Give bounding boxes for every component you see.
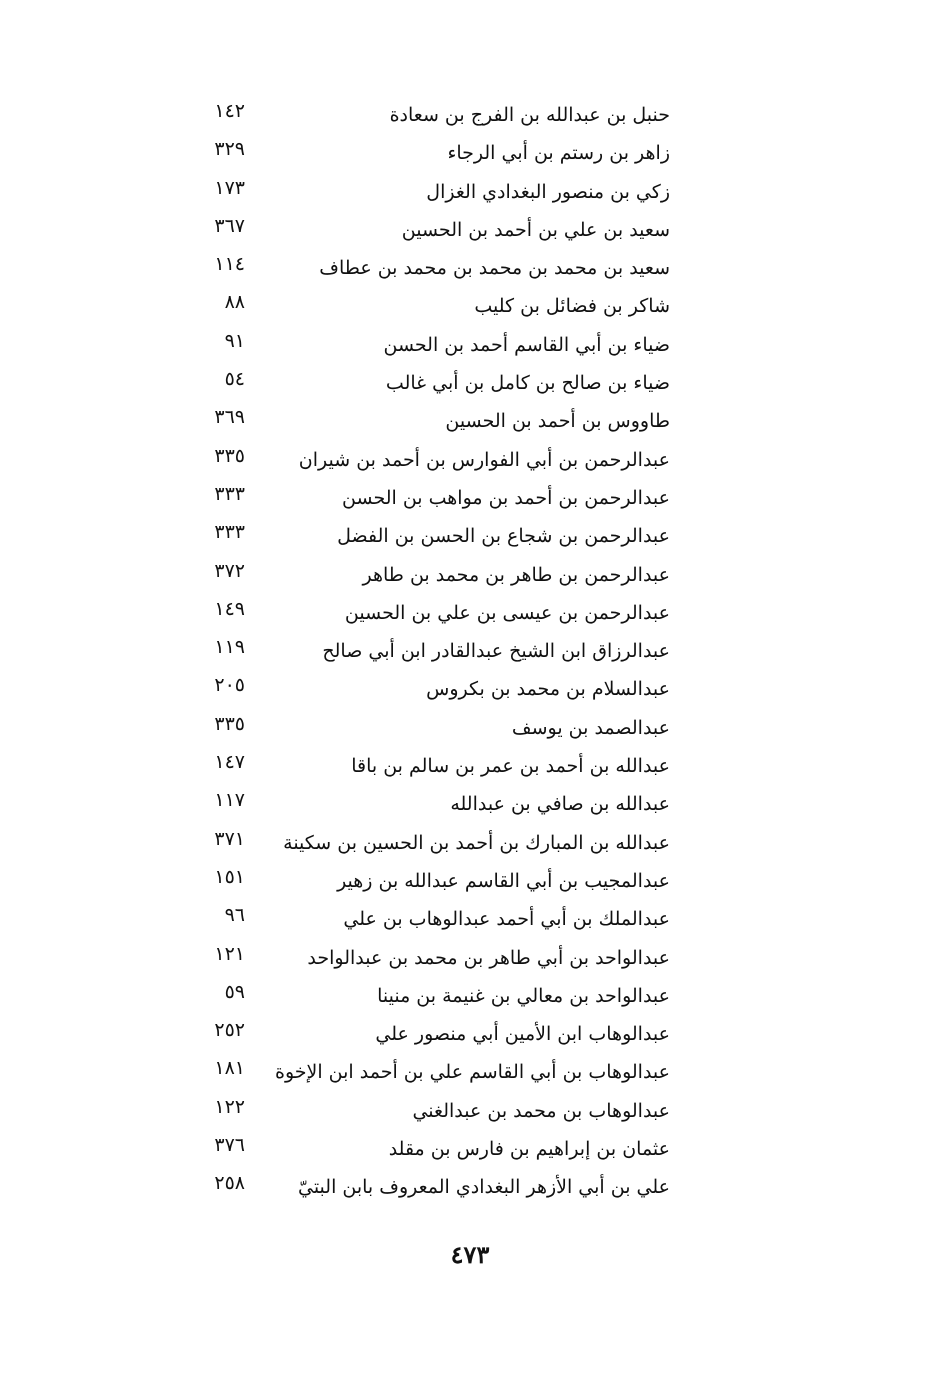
- entry-page-ref: ٣٣٥: [214, 444, 245, 467]
- entry-name: طاووس بن أحمد بن الحسين: [445, 410, 670, 433]
- entry-page-ref: ١٨١: [214, 1057, 245, 1080]
- index-entry: [180, 939, 670, 977]
- index-entry: [180, 824, 670, 862]
- entry-page-ref: ٢٥٢: [214, 1019, 245, 1042]
- index-entry: [180, 441, 670, 479]
- index-entry: [180, 556, 670, 594]
- index-entry: [180, 173, 670, 211]
- entry-name: حنبل بن عبدالله بن الفرج بن سعادة: [389, 104, 670, 126]
- entry-name: عبدالوهاب بن محمد بن عبدالغني: [412, 1099, 670, 1122]
- index-entry: [180, 211, 670, 249]
- index-entry: [180, 632, 670, 670]
- index-entry: [180, 1015, 670, 1053]
- entry-page-ref: ٨٨: [224, 291, 245, 314]
- index-entry: [180, 402, 670, 440]
- index-entry: [180, 977, 670, 1015]
- entry-page-ref: ١١٩: [214, 636, 245, 659]
- index-entry: [180, 479, 670, 517]
- entry-page-ref: ٢٥٨: [214, 1172, 245, 1195]
- entry-name: عثمان بن إبراهيم بن فارس بن مقلد: [388, 1138, 670, 1161]
- index-entry: [180, 785, 670, 823]
- index-entry: [180, 900, 670, 938]
- entry-name: عبدالله بن صافي بن عبدالله: [450, 793, 670, 816]
- entry-name: عبدالرحمن بن أحمد بن مواهب بن الحسن: [342, 486, 670, 509]
- entry-name: عبدالرزاق ابن الشيخ عبدالقادر ابن أبي صالح: [322, 640, 670, 663]
- entry-page-ref: ٣٢٩: [214, 138, 245, 161]
- entry-name: عبدالسلام بن محمد بن بكروس: [426, 678, 670, 701]
- index-entry: [180, 670, 670, 708]
- entry-name: علي بن أبي الأزهر البغدادي المعروف بابن البتيّ: [297, 1176, 670, 1199]
- index-list: [180, 96, 670, 1207]
- index-entry: [180, 747, 670, 785]
- entry-page-ref: ١٥١: [214, 865, 245, 888]
- index-entry: [180, 326, 670, 364]
- index-entry: [180, 517, 670, 555]
- entry-page-ref: ٣٦٩: [214, 406, 245, 429]
- entry-name: ضياء بن أبي القاسم أحمد بن الحسن: [383, 333, 670, 356]
- entry-page-ref: ٣٣٥: [214, 712, 245, 735]
- entry-name: عبدالله بن المبارك بن أحمد بن الحسين بن سكينة: [283, 831, 670, 854]
- index-entry: [180, 364, 670, 402]
- entry-page-ref: ١٤٩: [214, 597, 245, 620]
- entry-page-ref: ٣٣٣: [214, 482, 245, 505]
- entry-page-ref: ٣٧٦: [214, 1134, 245, 1157]
- entry-page-ref: ١٤٢: [214, 100, 245, 122]
- entry-name: شاكر بن فضائل بن كليب: [474, 295, 670, 318]
- entry-name: عبدالملك بن أبي أحمد عبدالوهاب بن علي: [343, 908, 670, 931]
- entry-page-ref: ٩١: [224, 329, 245, 352]
- entry-page-ref: ١١٧: [214, 789, 245, 812]
- entry-name: عبدالله بن أحمد بن عمر بن سالم بن باقا: [351, 755, 670, 778]
- page-number: ٤٧٣: [450, 1240, 490, 1269]
- entry-page-ref: ٥٤: [224, 368, 245, 391]
- entry-name: عبدالرحمن بن أبي الفوارس بن أحمد بن شيران: [298, 448, 670, 471]
- entry-name: زاهر بن رستم بن أبي الرجاء: [447, 142, 670, 165]
- index-entry: [180, 862, 670, 900]
- index-entry: [180, 134, 670, 172]
- index-entry: [180, 594, 670, 632]
- entry-page-ref: ٣٧١: [214, 827, 245, 850]
- index-entry: [180, 1092, 670, 1130]
- index-entry: [180, 249, 670, 287]
- entry-page-ref: ٣٧٢: [214, 559, 245, 582]
- index-entry: [180, 287, 670, 325]
- index-entry: [180, 1130, 670, 1168]
- entry-page-ref: ١٢١: [214, 942, 245, 965]
- entry-name: عبدالرحمن بن شجاع بن الحسن بن الفضل: [337, 525, 670, 548]
- entry-name: عبدالرحمن بن عيسى بن علي بن الحسين: [344, 601, 670, 624]
- entry-page-ref: ١٢٢: [214, 1095, 245, 1118]
- entry-page-ref: ٥٩: [224, 980, 245, 1003]
- entry-page-ref: ٣٣٣: [214, 521, 245, 544]
- entry-name: سعيد بن علي بن أحمد بن الحسين: [401, 218, 670, 241]
- index-entry: [180, 709, 670, 747]
- entry-name: عبدالواحد بن أبي طاهر بن محمد بن عبدالواحد: [307, 946, 670, 969]
- entry-page-ref: ٣٦٧: [214, 214, 245, 237]
- entry-page-ref: ١٧٣: [214, 176, 245, 199]
- index-entry: [180, 1053, 670, 1091]
- index-entry: [180, 96, 670, 134]
- entry-page-ref: ١١٤: [214, 253, 245, 276]
- entry-name: ضياء بن صالح بن كامل بن أبي غالب: [385, 372, 670, 395]
- entry-page-ref: ٩٦: [224, 904, 245, 927]
- entry-name: عبدالرحمن بن طاهر بن محمد بن طاهر: [362, 563, 670, 586]
- entry-name: عبدالوهاب بن أبي القاسم علي بن أحمد ابن الإخوة: [275, 1061, 670, 1084]
- entry-page-ref: ٢٠٥: [214, 674, 245, 697]
- entry-name: عبدالمجيب بن أبي القاسم عبدالله بن زهير: [337, 869, 670, 892]
- entry-name: عبدالصمد بن يوسف: [511, 716, 670, 739]
- entry-name: سعيد بن محمد بن محمد بن محمد بن عطاف: [319, 257, 670, 280]
- entry-name: عبدالواحد بن معالي بن غنيمة بن منينا: [377, 984, 670, 1007]
- entry-name: عبدالوهاب ابن الأمين أبي منصور علي: [375, 1023, 670, 1046]
- entry-name: زكي بن منصور البغدادي الغزال: [426, 180, 670, 203]
- entry-page-ref: ١٤٧: [214, 751, 245, 774]
- index-entry: [180, 1168, 670, 1206]
